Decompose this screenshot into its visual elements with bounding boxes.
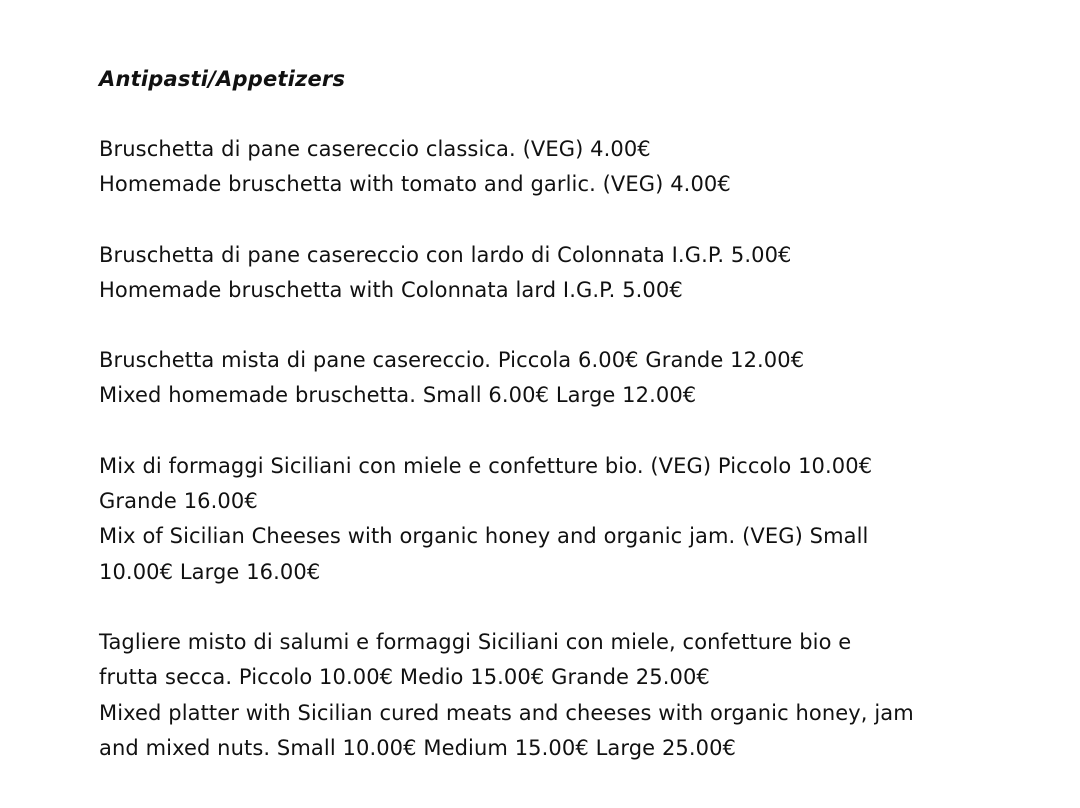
menu-item-line-english-cont: 10.00€ Large 16.00€ bbox=[99, 559, 321, 584]
menu-item-line-italian: Bruschetta di pane casereccio classica. (VEG) 4.00€ bbox=[99, 137, 651, 161]
menu-item-line-english: Mixed platter with Sicilian cured meats and cheeses with organic honey, jam bbox=[99, 700, 914, 725]
menu-item-line-english: Homemade bruschetta with Colonnata lard I.G.P. 5.00€ bbox=[99, 277, 683, 302]
menu-item-line-italian-cont: frutta secca. Piccolo 10.00€ Medio 15.00€ Grande 25.00€ bbox=[99, 665, 710, 690]
menu-item-line-italian: Tagliere misto di salumi e formaggi Siciliani con miele, confetture bio e bbox=[99, 629, 852, 654]
menu-item-line-italian-cont: Grande 16.00€ bbox=[99, 489, 258, 514]
menu-item-line-italian: Mix di formaggi Siciliani con miele e confetture bio. (VEG) Piccolo 10.00€ bbox=[99, 453, 873, 478]
menu-item-tagliere-misto bbox=[99, 625, 999, 766]
menu-item-line-english-cont: and mixed nuts. Small 10.00€ Medium 15.00€ Large 25.00€ bbox=[99, 735, 737, 760]
menu-item-line-italian: Bruschetta mista di pane casereccio. Piccola 6.00€ Grande 12.00€ bbox=[99, 348, 805, 373]
menu-item-line-english: Mixed homemade bruschetta. Small 6.00€ Large 12.00€ bbox=[99, 383, 697, 408]
menu-item-mix-formaggi bbox=[99, 449, 999, 590]
menu-page bbox=[99, 62, 999, 801]
menu-item-line-english: Mix of Sicilian Cheeses with organic honey and organic jam. (VEG) Small bbox=[99, 524, 869, 549]
section-title: Antipasti/Appetizers bbox=[99, 67, 346, 91]
menu-item-bruschetta-mista bbox=[99, 343, 999, 414]
menu-item-bruschetta-lardo bbox=[99, 238, 999, 309]
menu-item-line-italian: Bruschetta di pane casereccio con lardo di Colonnata I.G.P. 5.00€ bbox=[99, 242, 792, 267]
menu-item-line-english: Homemade bruschetta with tomato and garlic. (VEG) 4.00€ bbox=[99, 172, 731, 197]
menu-item-bruschetta-classica bbox=[99, 132, 999, 203]
